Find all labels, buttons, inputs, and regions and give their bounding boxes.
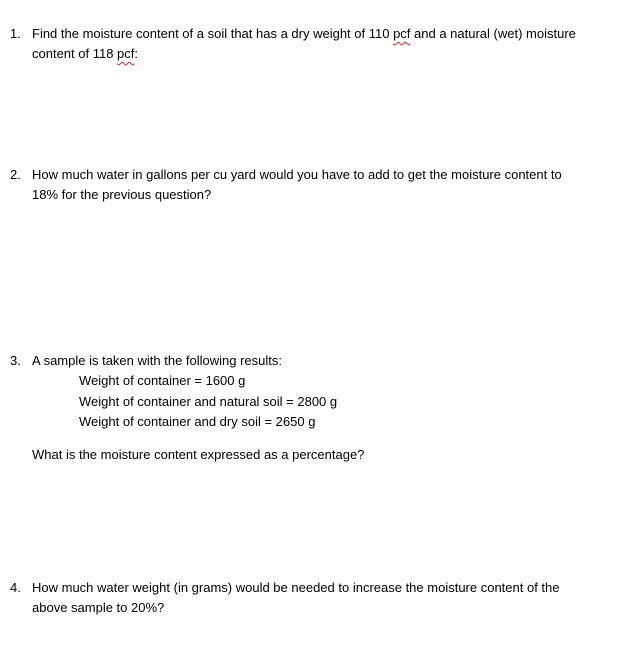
question-3 [10, 351, 610, 465]
spellcheck-flagged-word: pcf [117, 46, 135, 61]
spellcheck-flagged-word: pcf [393, 26, 411, 41]
question-3-follow-up: What is the moisture content expressed as a percentage? [32, 446, 365, 462]
question-1-text-line-1 [32, 24, 576, 44]
question-3-data-line-3: Weight of container and dry soil = 2650 g [79, 414, 316, 429]
question-2-number: 2. [10, 167, 21, 182]
question-1-number: 1. [10, 26, 21, 41]
question-3-line-1 [10, 351, 610, 371]
question-4 [10, 578, 610, 618]
question-1-text-line-2 [32, 44, 138, 64]
question-4-text-line-1: How much water weight (in grams) would be needed to increase the moisture content of the [32, 580, 560, 595]
question-4-line-2 [10, 598, 610, 618]
question-2 [10, 165, 610, 205]
question-2-text-line-1: How much water in gallons per cu yard would you have to add to get the moisture content to [32, 167, 562, 182]
question-1-text-segment: content of 118 [32, 46, 118, 61]
question-1 [10, 24, 610, 64]
question-2-text-line-2: 18% for the previous question? [32, 187, 212, 202]
question-1-text-segment: : [134, 46, 139, 61]
question-3-data-line-1: Weight of container = 1600 g [79, 373, 246, 388]
question-4-line-1 [10, 578, 610, 598]
question-3-data-line-2: Weight of container and natural soil = 2800 g [79, 393, 338, 409]
question-4-number: 4. [10, 580, 21, 595]
question-2-line-2 [10, 185, 610, 205]
question-1-text-segment: and a natural (wet) moisture [410, 26, 576, 41]
question-2-line-1 [10, 165, 610, 185]
question-3-intro: A sample is taken with the following results: [32, 353, 283, 368]
question-1-line-1 [10, 24, 610, 44]
question-3-number: 3. [10, 353, 21, 368]
question-1-text-segment: Find the moisture content of a soil that has a dry weight of 110 [32, 26, 394, 41]
question-4-text-line-2: above sample to 20%? [32, 600, 165, 615]
question-1-line-2 [10, 44, 610, 64]
